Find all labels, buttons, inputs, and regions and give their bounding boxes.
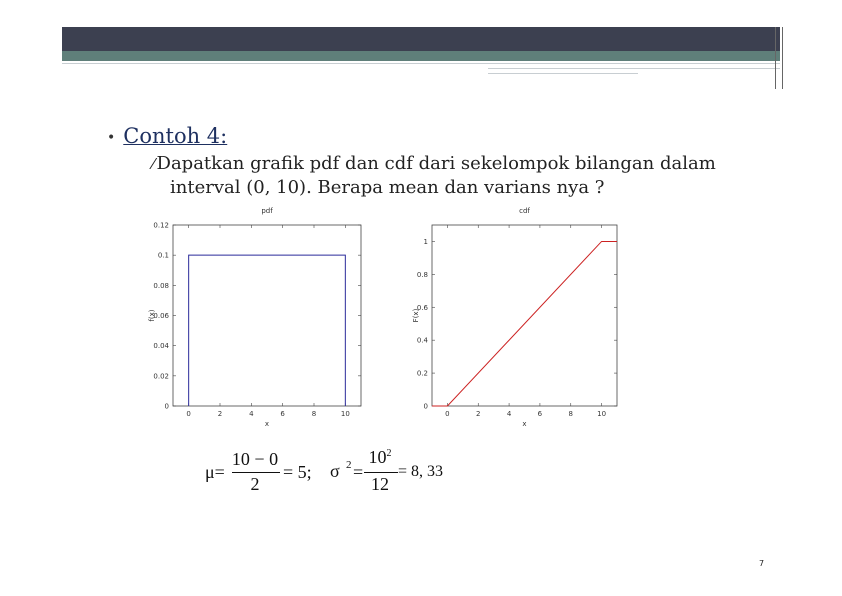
- mu-result: = 5;: [283, 462, 312, 482]
- page-number: 7: [759, 559, 765, 568]
- sigma-symbol: σ: [330, 461, 340, 481]
- pdf-x-tick-label-4: 8: [311, 410, 317, 418]
- cdf-chart: [405, 205, 630, 430]
- mu-fraction-bar: [232, 472, 280, 473]
- slide-subtitle: [152, 152, 752, 200]
- cdf-x-tick-label-4: 8: [568, 410, 573, 418]
- cdf-y-tick-label-4: 0.8: [416, 270, 428, 279]
- pdf-plot-frame: [173, 225, 361, 406]
- cdf-x-axis-label: x: [522, 420, 527, 428]
- cdf-y-tick-label-1: 0.2: [416, 369, 428, 378]
- pdf-chart-title: pdf: [261, 207, 273, 215]
- cdf-y-tick-label-3: 0.6: [416, 303, 428, 312]
- pdf-x-tick-label-2: 4: [249, 410, 254, 418]
- mu-symbol: μ=: [205, 462, 225, 482]
- mu-denominator: 2: [250, 474, 260, 494]
- cdf-y-axis-label: F(x): [412, 308, 420, 323]
- slide-heading: [107, 124, 227, 148]
- sigma-numerator-exp: 2: [386, 448, 392, 459]
- pdf-y-tick-label-6: 0.12: [153, 221, 169, 230]
- sigma-result: = 8, 33: [398, 463, 444, 480]
- cdf-y-tick-label-0: 0: [423, 402, 428, 411]
- subtitle-line1: Dapatkan grafik pdf dan cdf dari sekelompok bilangan dalam: [156, 153, 716, 174]
- sigma-equals: =: [353, 462, 364, 482]
- side-decoration: [775, 27, 783, 89]
- header-rule: [62, 63, 780, 64]
- cdf-y-tick-label-2: 0.4: [416, 336, 428, 345]
- cdf-series-line-0: [432, 241, 617, 406]
- pdf-x-tick-label-0: 0: [186, 410, 191, 418]
- cdf-x-tick-label-3: 6: [537, 410, 543, 418]
- pdf-chart: [140, 205, 375, 430]
- sigma-fraction-bar: [364, 472, 398, 473]
- cdf-chart-title: cdf: [519, 207, 530, 215]
- header-rule-2: [488, 68, 780, 69]
- cdf-x-tick-label-2: 4: [506, 410, 512, 418]
- slide-title: Contoh 4:: [123, 124, 228, 148]
- pdf-y-tick-label-5: 0.1: [157, 251, 169, 260]
- pdf-y-tick-label-4: 0.08: [153, 281, 169, 290]
- sigma-numerator: [360, 447, 400, 468]
- pdf-x-tick-label-5: 10: [340, 410, 350, 418]
- subtitle-line2: interval (0, 10). Berapa mean dan varians nya ?: [170, 177, 605, 198]
- header-accent-bar: [62, 51, 780, 61]
- cdf-x-tick-label-5: 10: [597, 410, 607, 418]
- cdf-x-tick-label-1: 2: [476, 410, 481, 418]
- pdf-series-line-0: [189, 255, 346, 406]
- sigma-numerator-base: 10: [368, 447, 387, 467]
- pdf-y-tick-label-0: 0: [164, 402, 169, 411]
- cdf-x-tick-label-0: 0: [445, 410, 450, 418]
- pdf-x-axis-label: x: [264, 420, 270, 428]
- pdf-y-tick-label-2: 0.04: [153, 342, 169, 351]
- sigma-exponent: 2: [346, 459, 352, 471]
- sub-bullet-icon: ⁄: [152, 155, 155, 173]
- header-bar: [62, 27, 780, 51]
- pdf-y-tick-label-3: 0.06: [153, 312, 169, 320]
- cdf-plot-frame: [432, 225, 617, 406]
- pdf-x-tick-label-1: 2: [217, 410, 223, 418]
- mu-numerator: 10 − 0: [231, 449, 279, 469]
- pdf-y-axis-label: f(x): [148, 309, 156, 322]
- header-rule-3: [488, 73, 638, 74]
- pdf-y-tick-label-1: 0.02: [153, 372, 169, 381]
- cdf-y-tick-label-5: 1: [423, 237, 428, 246]
- sigma-denominator: 12: [371, 474, 389, 494]
- pdf-x-tick-label-3: 6: [280, 410, 285, 418]
- bullet-icon: •: [107, 129, 116, 146]
